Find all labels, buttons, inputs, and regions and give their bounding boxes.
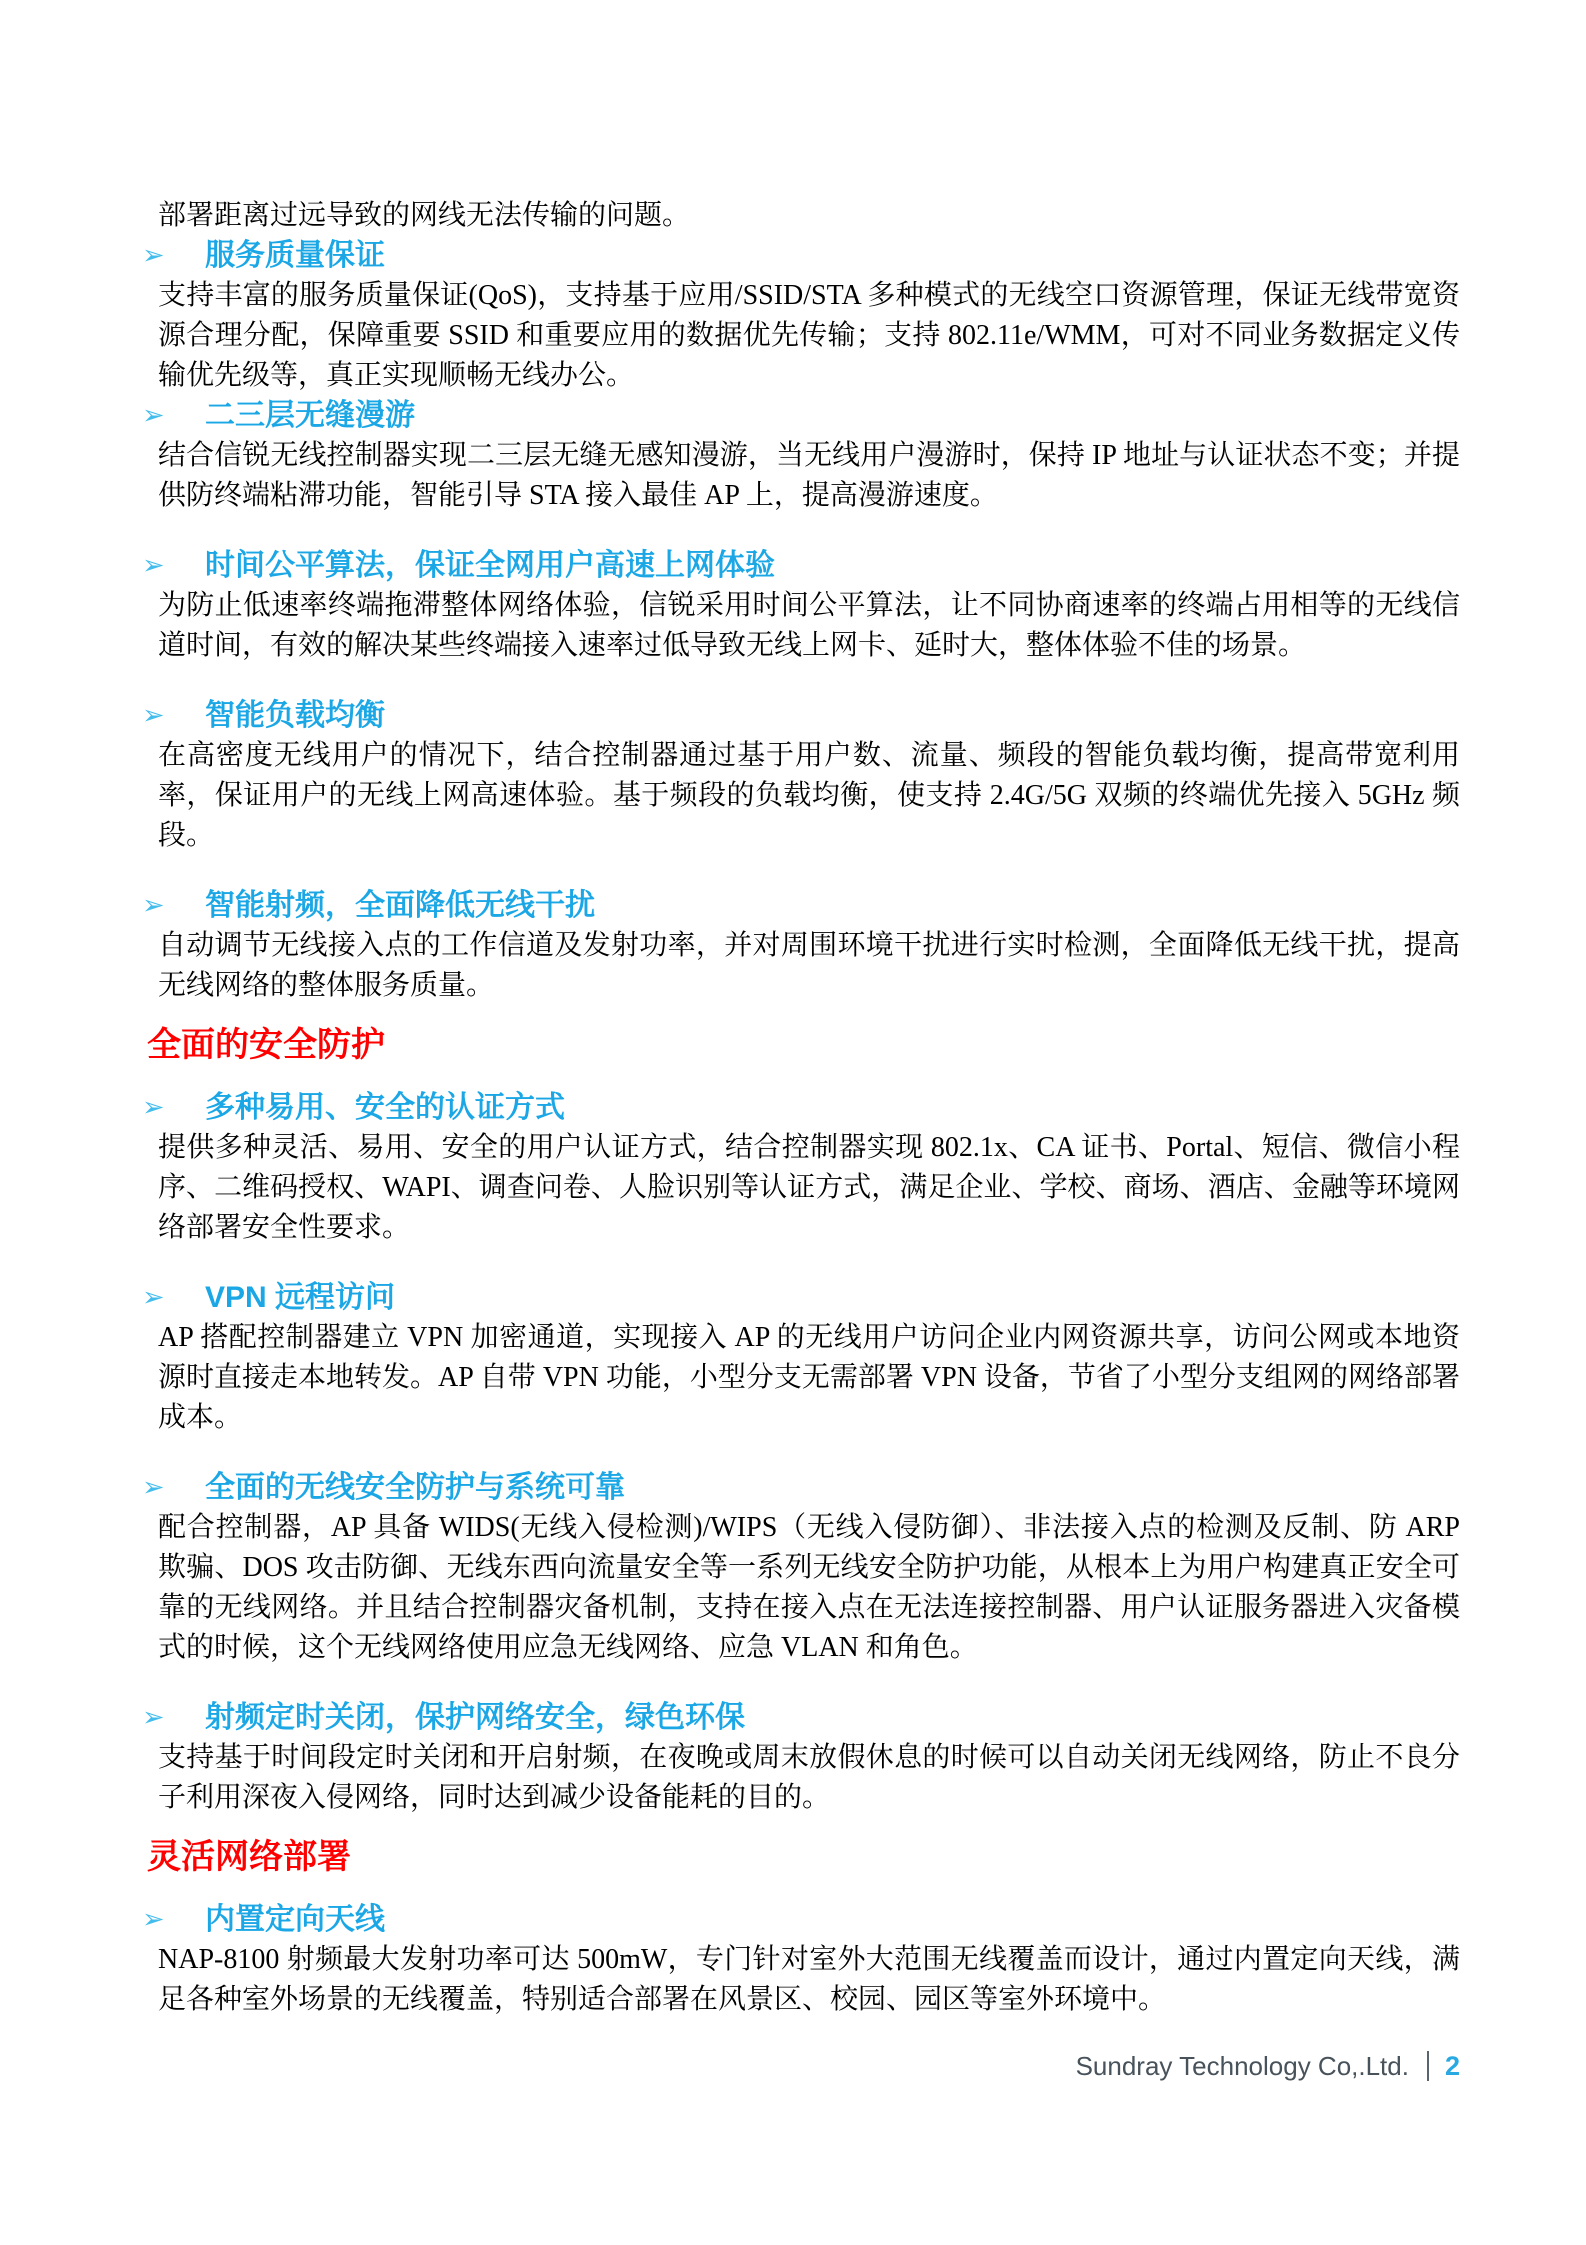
section-title: 全面的无线安全防护与系统可靠 [205, 1471, 625, 1504]
section-heading-row [142, 396, 1460, 436]
arrow-bullet-icon: ➢ [142, 890, 165, 921]
section-body: 提供多种灵活、易用、安全的用户认证方式，结合控制器实现 802.1x、CA 证书、Portal、短信、微信小程序、二维码授权、WAPI、调查问卷、人脸识别等认证方式，满足企业、学校、商场、酒店、金融等环境网络部署安全性要求。 [158, 1132, 1460, 1243]
arrow-bullet-icon: ➢ [142, 550, 165, 581]
section-heading-row [142, 696, 1460, 736]
section-title: 服务质量保证 [205, 239, 385, 272]
chapter-heading-security: 全面的安全防护 [147, 1027, 385, 1064]
footer-divider [1427, 2051, 1429, 2081]
section-body: 结合信锐无线控制器实现二三层无缝无感知漫游，当无线用户漫游时，保持 IP 地址与认证状态不变；并提供防终端粘滞功能，智能引导 STA 接入最佳 AP 上，提高漫游速度。 [158, 440, 1460, 511]
section-title: VPN 远程访问 [205, 1281, 396, 1314]
arrow-bullet-icon: ➢ [142, 1904, 165, 1935]
chapter-heading-deployment: 灵活网络部署 [147, 1839, 351, 1876]
section-antenna [142, 1900, 1460, 2020]
section-title: 二三层无缝漫游 [205, 399, 415, 432]
section-heading-row [142, 1088, 1460, 1128]
arrow-bullet-icon: ➢ [142, 400, 165, 431]
section-title: 射频定时关闭，保护网络安全，绿色环保 [205, 1701, 745, 1734]
section-smart-rf [142, 886, 1460, 1006]
section-wireless-security [142, 1468, 1460, 1668]
section-title: 时间公平算法，保证全网用户高速上网体验 [205, 549, 775, 582]
section-heading-row [142, 1468, 1460, 1508]
arrow-bullet-icon: ➢ [142, 240, 165, 271]
page-footer [142, 2046, 1460, 2091]
section-heading-row [142, 546, 1460, 586]
footer-page-number: 2 [1444, 2051, 1460, 2081]
arrow-bullet-icon: ➢ [142, 1472, 165, 1503]
arrow-bullet-icon: ➢ [142, 1092, 165, 1123]
section-title: 内置定向天线 [205, 1903, 385, 1936]
section-qos [142, 236, 1460, 396]
section-body: NAP-8100 射频最大发射功率可达 500mW，专门针对室外大范围无线覆盖而设计，通过内置定向天线，满足各种室外场景的无线覆盖，特别适合部署在风景区、校园、园区等室外环境中。 [158, 1944, 1460, 2015]
section-body: 为防止低速率终端拖滞整体网络体验，信锐采用时间公平算法，让不同协商速率的终端占用相等的无线信道时间，有效的解决某些终端接入速率过低导致无线上网卡、延时大，整体体验不佳的场景。 [158, 590, 1460, 661]
arrow-bullet-icon: ➢ [142, 1702, 165, 1733]
section-body: 在高密度无线用户的情况下，结合控制器通过基于用户数、流量、频段的智能负载均衡，提高带宽利用率，保证用户的无线上网高速体验。基于频段的负载均衡，使支持 2.4G/5G 双频的终端优先接入 5GHz 频段。 [158, 740, 1460, 851]
section-load-balancing [142, 696, 1460, 856]
section-body: 支持基于时间段定时关闭和开启射频，在夜晚或周末放假休息的时候可以自动关闭无线网络，防止不良分子利用深夜入侵网络，同时达到减少设备能耗的目的。 [158, 1742, 1460, 1813]
section-heading-row [142, 1698, 1460, 1738]
section-body: 配合控制器，AP 具备 WIDS(无线入侵检测)/WIPS（无线入侵防御）、非法接入点的检测及反制、防 ARP 欺骗、DOS 攻击防御、无线东西向流量安全等一系列无线安全防护功能，从根本上为用户构建真正安全可靠的无线网络。并且结合控制器灾备机制，支持在接入点在无法连接控制器、用户认证服务器进入灾备模式的时候，这个无线网络使用应急无线网络、应急 VLAN 和角色。 [158, 1512, 1460, 1663]
section-roaming [142, 396, 1460, 516]
section-heading-row [142, 236, 1460, 276]
section-authentication [142, 1088, 1460, 1248]
section-vpn [142, 1278, 1460, 1438]
section-title: 多种易用、安全的认证方式 [205, 1091, 565, 1124]
section-heading-row [142, 1900, 1460, 1940]
section-body: 自动调节无线接入点的工作信道及发射功率，并对周围环境干扰进行实时检测，全面降低无线干扰，提高无线网络的整体服务质量。 [158, 930, 1460, 1001]
arrow-bullet-icon: ➢ [142, 700, 165, 731]
arrow-bullet-icon: ➢ [142, 1282, 165, 1313]
section-body: AP 搭配控制器建立 VPN 加密通道，实现接入 AP 的无线用户访问企业内网资源共享，访问公网或本地资源时直接走本地转发。AP 自带 VPN 功能，小型分支无需部署 VPN 设备，节省了小型分支组网的网络部署成本。 [158, 1322, 1460, 1433]
section-body: 支持丰富的服务质量保证(QoS)，支持基于应用/SSID/STA 多种模式的无线空口资源管理，保证无线带宽资源合理分配，保障重要 SSID 和重要应用的数据优先传输；支持 802.11e/WMM，可对不同业务数据定义传输优先级等，真正实现顺畅无线办公。 [158, 280, 1460, 391]
section-airtime-fairness [142, 546, 1460, 666]
footer-company-name: Sundray Technology Co,.Ltd. [1075, 2051, 1409, 2081]
section-title: 智能射频，全面降低无线干扰 [205, 889, 595, 922]
section-rf-schedule [142, 1698, 1460, 1818]
section-title: 智能负载均衡 [205, 699, 385, 732]
section-heading-row [142, 886, 1460, 926]
continuation-paragraph: 部署距离过远导致的网线无法传输的问题。 [158, 200, 691, 231]
section-heading-row [142, 1278, 1460, 1318]
